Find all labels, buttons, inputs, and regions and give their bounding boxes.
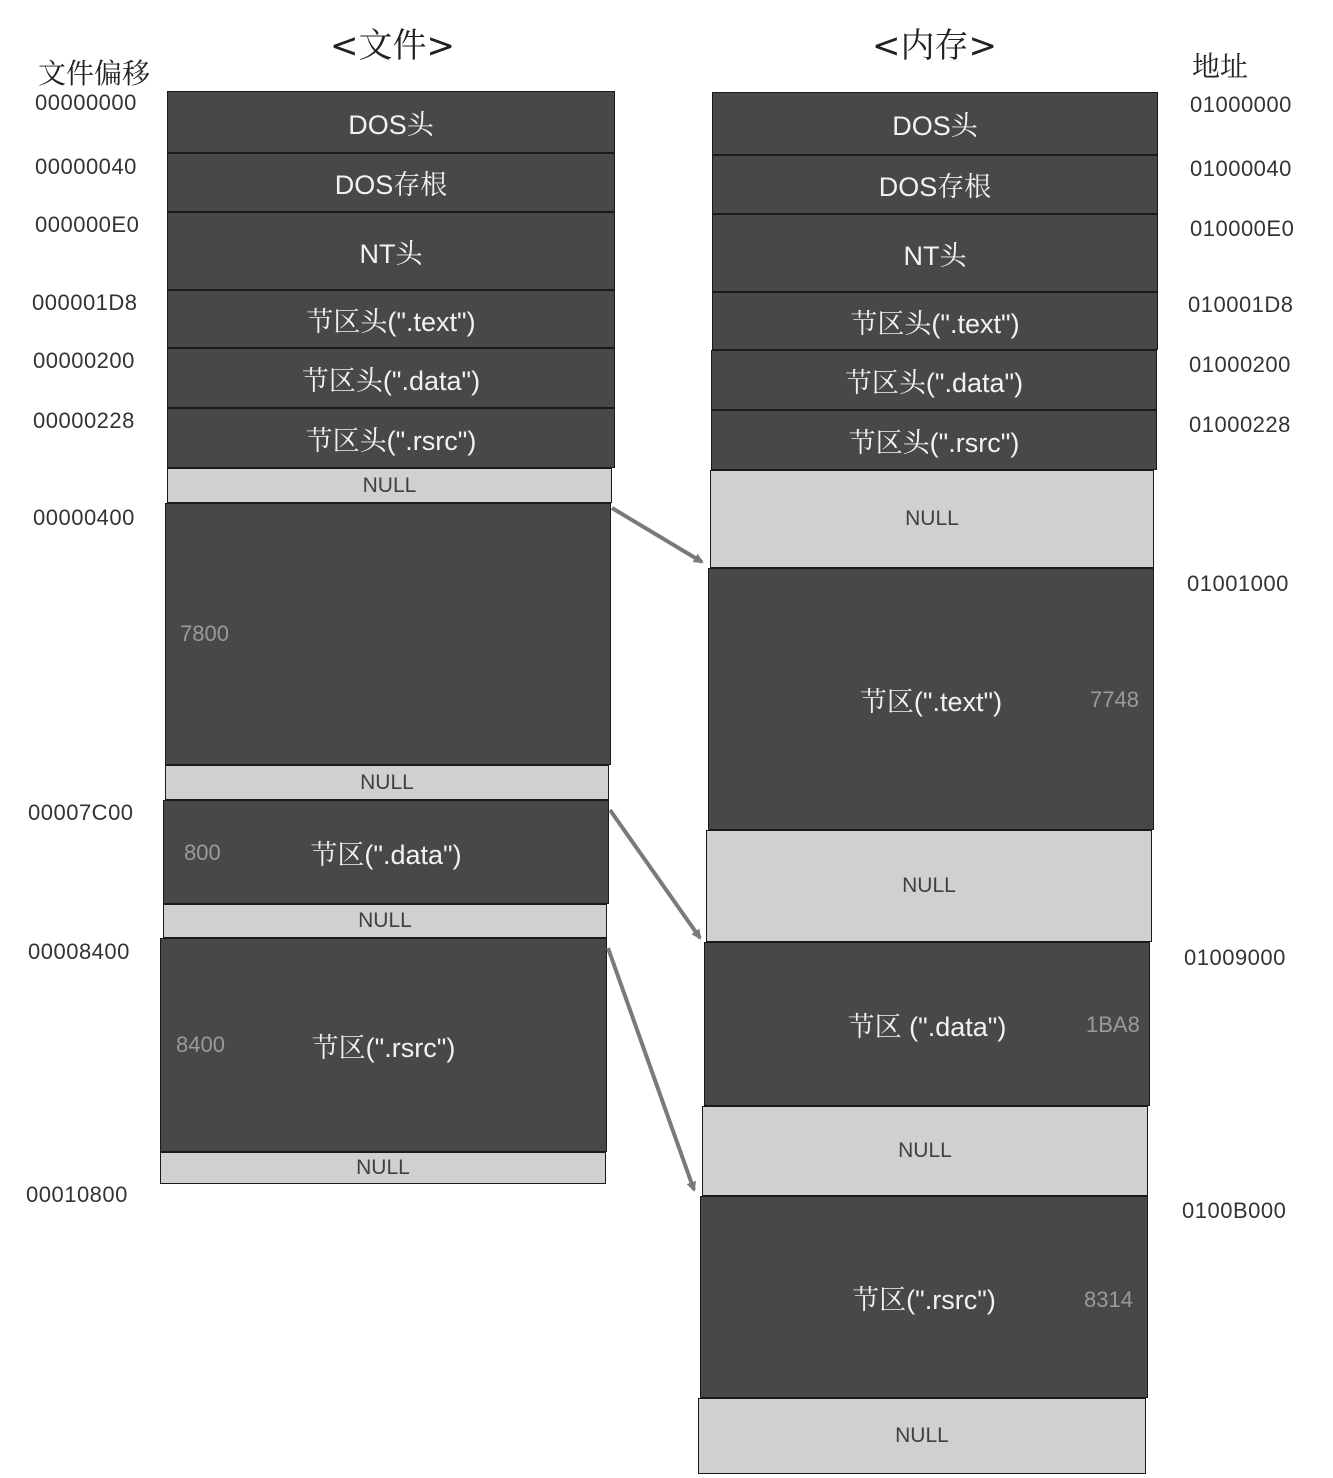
data-section-mapping-arrow: [610, 810, 700, 938]
file-offset-label: 00007C00: [28, 800, 134, 825]
file-offset-label: 00000000: [35, 90, 137, 115]
memory-section-text-size: 7748: [1090, 687, 1139, 712]
memory-address-label: 01009000: [1184, 945, 1286, 970]
file-null-padding: NULL: [160, 1152, 606, 1184]
memory-address-label: 01000000: [1190, 92, 1292, 117]
memory-address-label: 0100B000: [1182, 1198, 1287, 1223]
memory-address-label: 010001D8: [1188, 292, 1294, 317]
memory-null-padding: NULL: [702, 1106, 1148, 1196]
file-offset-title: 文件偏移: [38, 57, 151, 90]
memory-address-label: 01000200: [1189, 352, 1291, 377]
file-section-rsrc-size: 8400: [176, 1032, 225, 1057]
file-offset-label: 00000228: [33, 408, 135, 433]
memory-section-header-rsrc: 节区头(".rsrc"): [711, 410, 1157, 470]
file-section-header-rsrc: 节区头(".rsrc"): [167, 408, 615, 468]
memory-null-padding: NULL: [706, 830, 1152, 942]
memory-section-header-data: 节区头(".data"): [711, 350, 1157, 410]
file-section-data: 节区(".data"): [163, 800, 609, 904]
file-section-rsrc: 节区(".rsrc"): [160, 938, 607, 1152]
memory-dos-header: DOS头: [712, 92, 1158, 155]
memory-null-padding: NULL: [698, 1398, 1146, 1474]
file-nt-header: NT头: [167, 212, 615, 290]
file-offset-label: 00010800: [26, 1182, 128, 1207]
file-column-title: <文件>: [330, 26, 455, 66]
file-null-padding: NULL: [165, 765, 609, 800]
file-null-padding: NULL: [167, 468, 612, 503]
file-offset-label: 000001D8: [32, 290, 138, 315]
file-section-header-text: 节区头(".text"): [167, 290, 615, 348]
file-offset-label: 000000E0: [35, 212, 140, 237]
memory-column-title: <内存>: [872, 26, 997, 66]
file-offset-label: 00000400: [33, 505, 135, 530]
memory-section-rsrc: 节区(".rsrc"): [700, 1196, 1148, 1398]
memory-null-padding: NULL: [710, 470, 1154, 568]
file-section-text-size: 7800: [180, 621, 229, 646]
file-section-text: [165, 503, 611, 765]
memory-address-label: 01000040: [1190, 156, 1292, 181]
address-title: 地址: [1192, 50, 1249, 83]
rsrc-section-mapping-arrow: [608, 948, 694, 1190]
file-offset-label: 00000040: [35, 154, 137, 179]
text-section-mapping-arrow: [612, 508, 702, 562]
memory-address-label: 01001000: [1187, 571, 1289, 596]
memory-section-data-size: 1BA8: [1086, 1012, 1140, 1037]
memory-section-text: 节区(".text"): [708, 568, 1154, 830]
file-section-header-data: 节区头(".data"): [167, 348, 615, 408]
memory-dos-stub: DOS存根: [712, 155, 1158, 214]
file-section-data-size: 800: [184, 840, 221, 865]
memory-address-label: 010000E0: [1190, 216, 1295, 241]
memory-section-data: 节区 (".data"): [704, 942, 1150, 1106]
file-dos-stub: DOS存根: [167, 153, 615, 212]
memory-address-label: 01000228: [1189, 412, 1291, 437]
file-dos-header: DOS头: [167, 91, 615, 153]
file-offset-label: 00008400: [28, 939, 130, 964]
memory-nt-header: NT头: [712, 214, 1158, 292]
file-null-padding: NULL: [163, 904, 607, 938]
file-offset-label: 00000200: [33, 348, 135, 373]
memory-section-header-text: 节区头(".text"): [712, 292, 1158, 350]
memory-section-rsrc-size: 8314: [1084, 1287, 1133, 1312]
